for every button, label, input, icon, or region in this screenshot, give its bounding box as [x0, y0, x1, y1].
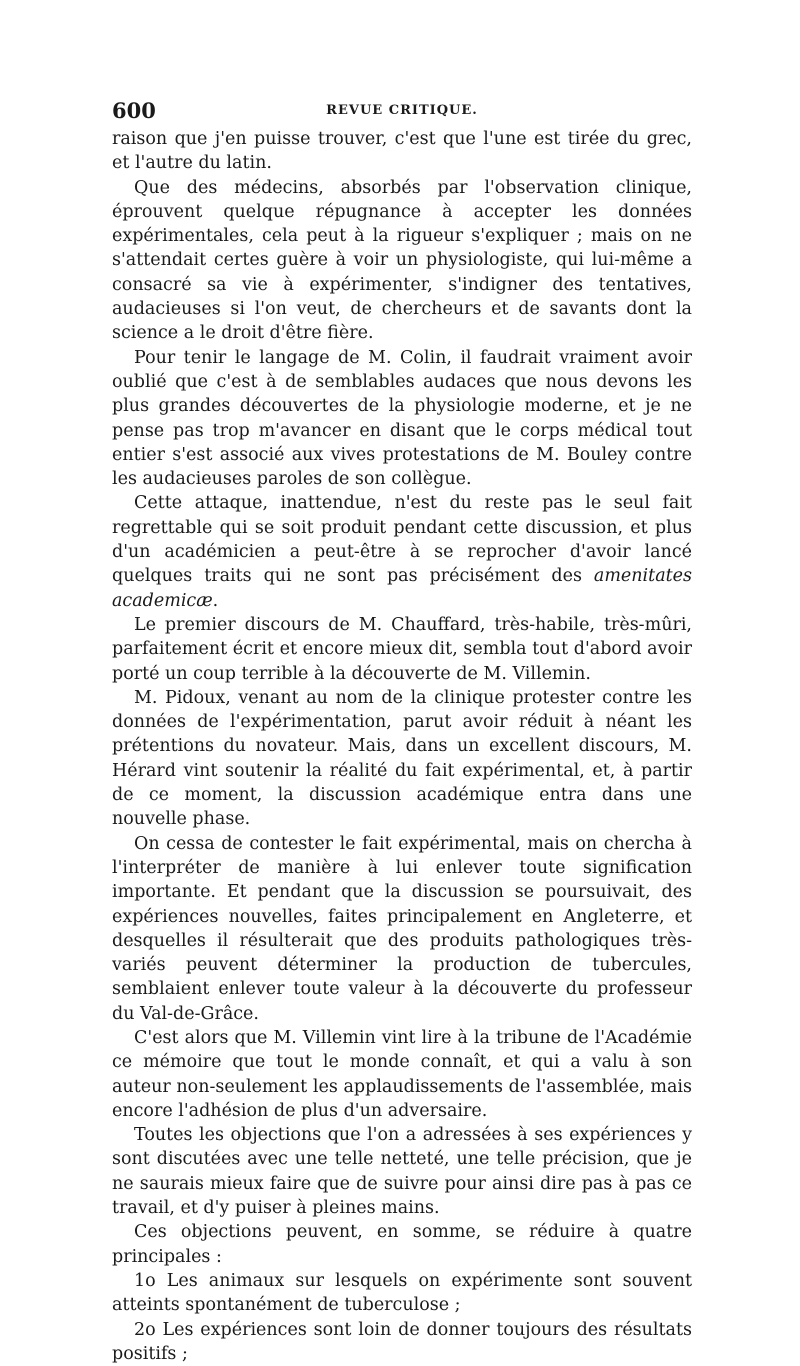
paragraph-text: . [212, 590, 219, 611]
paragraph: On cessa de contester le fait expérimental, mais on chercha à l'interpréter de manière à lui enlever toute signification importante. Et pendant que la discussion se poursuivait, des expériences nouvelles, faites principalement en Angleterre, et desquelles il résulterait que des produits pathologiques très-variés peuvent déterminer la production de tubercules, semblaient enlever toute valeur à la découverte du professeur du Val-de-Grâce. [112, 833, 692, 1024]
paragraph: Pour tenir le langage de M. Colin, il faudrait vraiment avoir oublié que c'est à de semblables audaces que nous devons les plus grandes découvertes de la physiologie moderne, et je ne pense pas trop m'avancer en disant que le corps médical tout entier s'est associé aux vives protestations de M. Bouley contre les audacieuses paroles de son collègue. [112, 347, 692, 490]
running-head: REVUE CRITIQUE. [326, 103, 478, 118]
latin-phrase: amenitates academicæ [112, 566, 692, 611]
paragraph [112, 491, 692, 612]
paragraph-text: Cette attaque, inattendue, n'est du reste pas le seul fait regrettable qui se soit produit pendant cette discussion, et plus d'un académicien a peut-être à se reprocher d'avoir lancé quelques traits qui ne sont pas précisément des [112, 493, 692, 587]
page-number: 600 [112, 98, 156, 123]
paragraph: M. Pidoux, venant au nom de la clinique protester contre les données de l'expérimentation, parut avoir réduit à néant les prétentions du novateur. Mais, dans un excellent discours, M. Hérard vint soutenir la réalité du fait expérimental, et, à partir de ce moment, la discussion académique entra dans une nouvelle phase. [112, 687, 692, 830]
list-item: 2o Les expériences sont loin de donner toujours des résultats positifs ; [112, 1319, 692, 1364]
list-item: 1o Les animaux sur lesquels on expérimente sont souvent atteints spontanément de tuberculose ; [112, 1270, 692, 1316]
body-text [112, 127, 692, 1366]
page-header [112, 97, 692, 125]
paragraph: Que des médecins, absorbés par l'observation clinique, éprouvent quelque répugnance à accepter les données expérimentales, cela peut à la rigueur s'expliquer ; mais on ne s'attendait certes guère à voir un physiologiste, qui lui-même a consacré sa vie à expérimenter, s'indigner des tentatives, audacieuses si l'on veut, de chercheurs et de savants dont la science a le droit d'être fière. [112, 177, 692, 344]
paragraph: Le premier discours de M. Chauffard, très-habile, très-mûri, parfaitement écrit et encore mieux dit, sembla tout d'abord avoir porté un coup terrible à la découverte de M. Villemin. [112, 614, 692, 684]
paragraph: Toutes les objections que l'on a adressées à ses expériences y sont discutées avec une telle netteté, une telle précision, que je ne saurais mieux faire que de suivre pour ainsi dire pas à pas ce travail, et d'y puiser à pleines mains. [112, 1125, 692, 1219]
paragraph: Ces objections peuvent, en somme, se réduire à quatre principales : [112, 1222, 692, 1267]
paragraph: C'est alors que M. Villemin vint lire à la tribune de l'Académie ce mémoire que tout le monde connaît, et qui a valu à son auteur non-seulement les applaudissements de l'assemblée, mais encore l'adhésion de plus d'un adversaire. [112, 1027, 692, 1121]
paragraph: raison que j'en puisse trouver, c'est que l'une est tirée du grec, et l'autre du latin. [112, 129, 692, 174]
